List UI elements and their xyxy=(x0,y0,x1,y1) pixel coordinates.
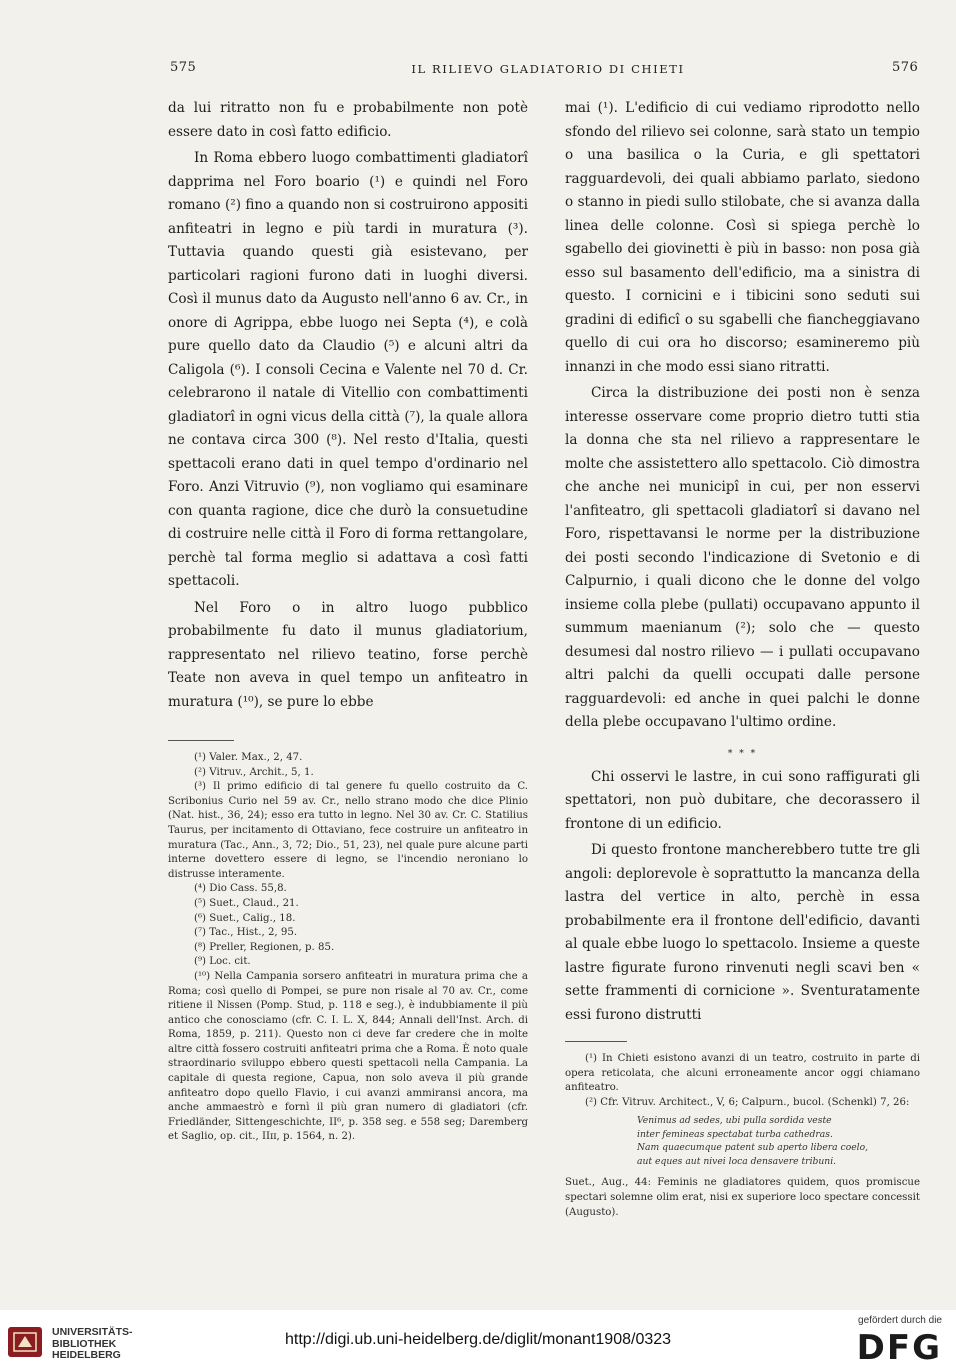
paragraph: In Roma ebbero luogo combattimenti gladiatorî dapprima nel Foro boario (¹) e quindi nel Foro romano (²) fino a quando non si costruirono appositi anfiteatri in legno e più tardi in muratura (³). Tuttavia quando questi già esistevano, per particolari ragioni furono dati in luoghi diversi. Così il munus dato da Augusto nell'anno 6 av. Cr., in onore di Agrippa, ebbe luogo nei Septa (⁴), e colà pure quello dato da Claudio (⁵) e alcuni altri da Caligola (⁶). I consoli Cecina e Valente nel 70 d. Cr. celebrarono il natale di Vitellio con combattimenti gladiatorî in ogni vicus della città (⁷), la quale allora ne contava circa 300 (⁸). Nel resto d'Italia, questi spettacoli erano dati in quel tempo d'ordinario nel Foro. Anzi Vitruvio (⁹), non vogliamo qui esaminare con quanta ragione, dice che durò la consuetudine di costruire nelle città il Foro di forma rettangolare, perchè tal forma meglio si adattava a così fatti spettacoli. xyxy=(168,150,528,589)
footnote: (⁵) Suet., Claud., 21. xyxy=(194,897,299,909)
library-name-line: BIBLIOTHEK xyxy=(52,1337,117,1350)
left-column xyxy=(168,97,528,1145)
footnote: Suet., Aug., 44: Feminis ne gladiatores quidem, quos promiscue spectari solemne olim erat, nisi ex superiore loco spectare concessit (Augusto). xyxy=(565,1177,920,1218)
footnote: (³) Il primo edificio di tal genere fu quello costruito da C. Scribonius Curio nel 59 av. Cr., nello strano modo che dice Plinio (Nat. hist., 36, 24); esso era tutto in legno. Nel 30 av. Cr. C. Statilius Taurus, per incitamento di Ottaviano, fece costruire un anfiteatro in muratura (Tac., Ann., 3, 72; Dio., 51, 23), nel quale pure alcune parti interne dovettero essere di legno, se l'incendio neroniano lo distrusse interamente. xyxy=(168,781,528,880)
footnote: (¹⁰) Nella Campania sorsero anfiteatri in muratura prima che a Roma; così quello di Pompei, se pure non risale al 70 av. Cr., come ritiene il Nissen (Pomp. Stud, p. 118 e seg.), è indubbiamente il più antico che conosciamo (cfr. C. I. L. X, 844; Annali dell'Inst. Arch. di Roma, 1859, p. 211). Questo non ci deve far credere che in molte altre città fossero costruiti anfiteatri prima che a Roma. È noto quale straordinario sviluppo ebbero questi spettacoli nella Campania. La capitale di questa regione, Capua, non solo aveva il più grande anfiteatro dopo quello Flavio, i cui avanzi ammiransi ancora, ma anche ammaestrò e fornì il più gran numero di gladiatori (cfr. Friedländer, Sittengeschichte, II⁶, p. 358 seg. e 558 seg; Daremberg et Saglio, op. cit., IIɪɪ, p. 1564, n. 2). xyxy=(168,970,528,1143)
funding-note: gefördert durch die xyxy=(858,1315,942,1326)
right-column xyxy=(565,97,920,1220)
footnote: (¹) Valer. Max., 2, 47. xyxy=(194,752,303,763)
footnote: (¹) In Chieti esistono avanzi di un teatro, costruito in parte di opera reticolata, che alcuni erroneamente ancor oggi chiamano anfiteatro. xyxy=(565,1053,920,1094)
footnote-divider xyxy=(168,740,234,741)
dfg-logo: DFG xyxy=(856,1328,942,1368)
verse-line: Nam quaecumque patent sub aperto libera coelo, xyxy=(637,1142,869,1154)
verse-line: Venimus ad sedes, ubi pulla sordida veste xyxy=(637,1115,832,1127)
footnote: (⁷) Tac., Hist., 2, 95. xyxy=(194,927,298,939)
footnote: (²) Vitruv., Archit., 5, 1. xyxy=(194,766,314,778)
verse-line: inter femineas spectabat turba cathedras. xyxy=(637,1128,833,1140)
footnote: (²) Cfr. Vitruv. Architect., V, 6; Calpurn., bucol. (Schenkl) 7, 26: xyxy=(585,1096,910,1108)
library-name-line: UNIVERSITÄTS- xyxy=(52,1326,133,1338)
footnote: (⁸) Preller, Regionen, p. 85. xyxy=(194,941,335,953)
footnote-divider xyxy=(565,1041,627,1042)
paragraph: Di questo frontone mancherebbero tutte tre gli angoli: deplorevole è soprattutto la mancanza della lastra del vertice in alto, perchè in essa probabilmente era il frontone dell'edificio, davanti al quale ebbe luogo lo spettacolo. Insieme a queste lastre figurate furono rinvenuti negli scavi ben « sette frammenti di cornicione ». Sventuratamente essi furono distrutti xyxy=(565,842,920,1023)
footnote: (⁹) Loc. cit. xyxy=(194,956,251,968)
footnote: (⁴) Dio Cass. 55,8. xyxy=(194,883,287,895)
verse-line: aut eques aut nivei loca densavere tribuni. xyxy=(637,1155,837,1167)
viewer-footer xyxy=(0,1310,956,1371)
page-number-right: 576 xyxy=(892,60,919,75)
paragraph: Nel Foro o in altro luogo pubblico probabilmente fu dato il munus gladiatorium, rappresentato nel rilievo teatino, forse perchè Teate non aveva in quel tempo un anfiteatro in muratura (¹⁰), se pure lo ebbe xyxy=(168,599,528,710)
paragraph: mai (¹). L'edificio di cui vediamo riprodotto nello sfondo del rilievo sei colonne, sarà stato un tempio o una basilica o la Curia, e gli spettatori ragguardevoli, dei quali abbiamo parlato, siedono o stanno in piedi sullo stilobate, che si avanza dalla linea delle colonne. Così si spiega perchè lo sgabello dei giovinetti è più in basso: non posa già esso sul basamento dell'edificio, ma a sinistra di questo. I cornicini e i tibicini sono seduti sui gradini di edificî o su sgabelli che fiancheggiavano quello di cui ora ho discorso; esamineremo più innanzi in che modo essi siano ritratti. xyxy=(565,100,920,375)
paragraph: Circa la distribuzione dei posti non è senza interesse osservare come proprio dietro tutti stia la donna che sta nel rilievo a rappresentare le molte che assistettero allo spettacolo. Ciò dimostra che anche nei municipî in cui, per non esservi l'anfiteatro, gli spettacoli gladiatorî si davano nel Foro, rispettavansi le norme per la distribuzione dei posti secondo l'indicazione di Svetonio e di Calpurnio, i quali dicono che le donne del volgo insieme colla plebe (pullati) occupavano appunto il summum maenianum (²); solo che — questo desumesi dal nostro rilievo — i pullati occupavano altri palchi da quelli occupati dalle persone ragguardevoli: ed anche in quei palchi le donne della plebe occupavano l'ultimo ordine. xyxy=(565,385,920,730)
page-number-left: 575 xyxy=(170,60,197,75)
verse-quotation xyxy=(637,1114,920,1168)
permalink-url[interactable]: http://digi.ub.uni-heidelberg.de/diglit/monant1908/0323 xyxy=(284,1331,672,1348)
library-name-line: HEIDELBERG xyxy=(52,1349,121,1361)
paragraph: da lui ritratto non fu e probabilmente non potè essere dato in così fatto edificio. xyxy=(168,100,528,140)
running-title: IL RILIEVO GLADIATORIO DI CHIETI xyxy=(411,62,685,76)
paragraph: Chi osservi le lastre, in cui sono raffigurati gli spettatori, non può dubitare, che decorassero il frontone di un edificio. xyxy=(565,768,920,832)
section-separator: * * * xyxy=(727,748,758,759)
footnote: (⁶) Suet., Calig., 18. xyxy=(194,912,296,924)
